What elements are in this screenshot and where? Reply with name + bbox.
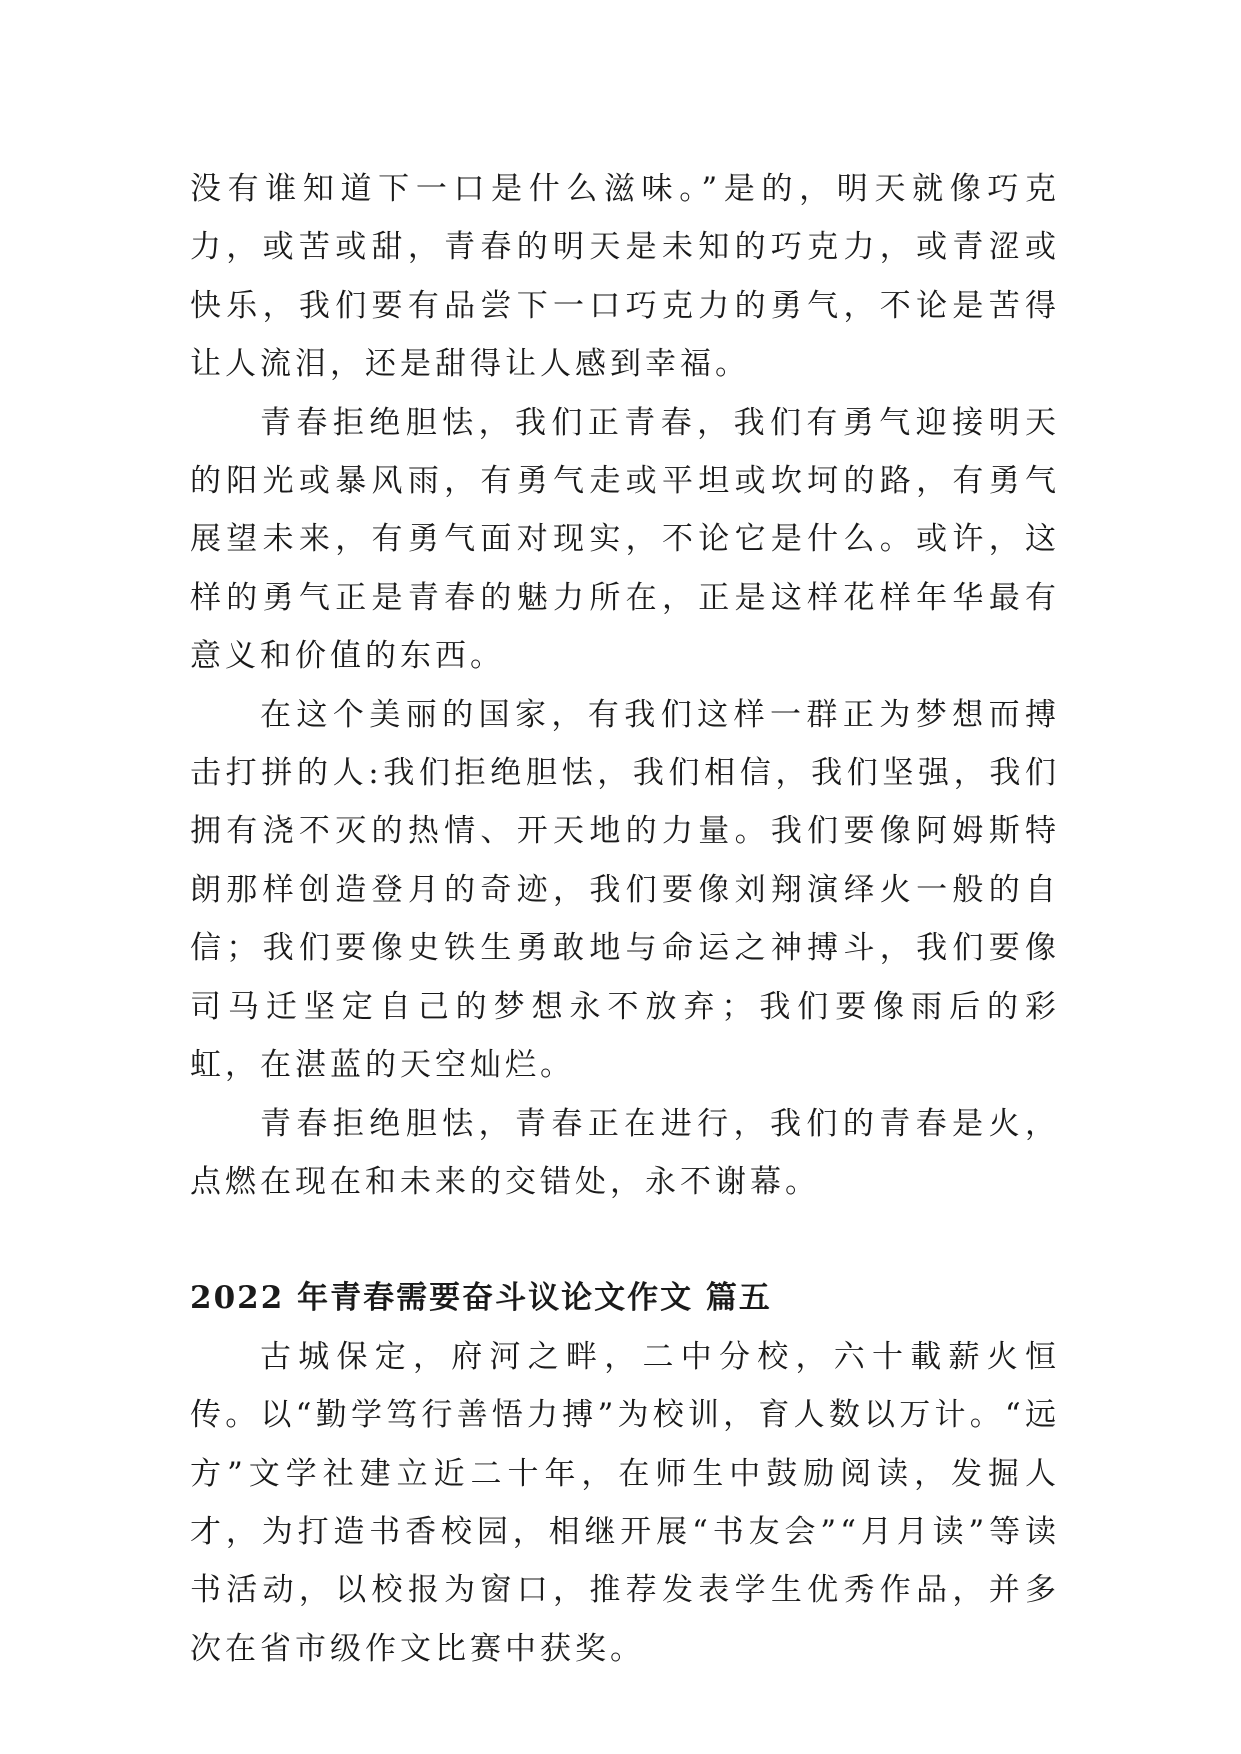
paragraph-courage: 青春拒绝胆怯，我们正青春，我们有勇气迎接明天的阳光或暴风雨，有勇气走或平坦或坎坷的路，有勇气展望未来，有勇气面对现实，不论它是什么。或许，这样的勇气正是青春的魅力所在，正是这样花样年华最有意义和价值的东西。	[190, 404, 1060, 675]
paragraph-dreams: 在这个美丽的国家，有我们这样一群正为梦想而搏击打拼的人:我们拒绝胆怯，我们相信，我们坚强，我们拥有浇不灭的热情、开天地的力量。我们要像阿姆斯特朗那样创造登月的奇迹，我们要像刘翔演绎火一般的自信；我们要像史铁生勇敢地与命运之神搏斗，我们要像司马迁坚定自己的梦想永不放弃；我们要像雨后的彩虹，在湛蓝的天空灿烂。	[190, 696, 1060, 1084]
section-heading: 2022 年青春需要奋斗议论文作文 篇五	[190, 1280, 772, 1317]
paragraph-continuation: 没有谁知道下一口是什么滋味。”是的，明天就像巧克力，或苦或甜，青春的明天是未知的巧克力，或青涩或快乐，我们要有品尝下一口巧克力的勇气，不论是苦得让人流泪，还是甜得让人感到幸福。	[190, 171, 1060, 383]
paragraph-youth-fire: 青春拒绝胆怯，青春正在进行，我们的青春是火，点燃在现在和未来的交错处，永不谢幕。	[190, 1105, 1060, 1200]
paragraph-school-intro: 古城保定，府河之畔，二中分校，六十載薪火恒传。以“勤学笃行善悟力搏”为校训，育人数以万计。“远方”文学社建立近二十年，在师生中鼓励阅读，发掘人才，为打造书香校园，相继开展“书友会”“月月读”等读书活动，以校报为窗口，推荐发表学生优秀作品，并多次在省市级作文比赛中获奖。	[190, 1338, 1060, 1667]
section-spacer	[190, 1211, 1060, 1269]
document-body	[190, 160, 1060, 1678]
